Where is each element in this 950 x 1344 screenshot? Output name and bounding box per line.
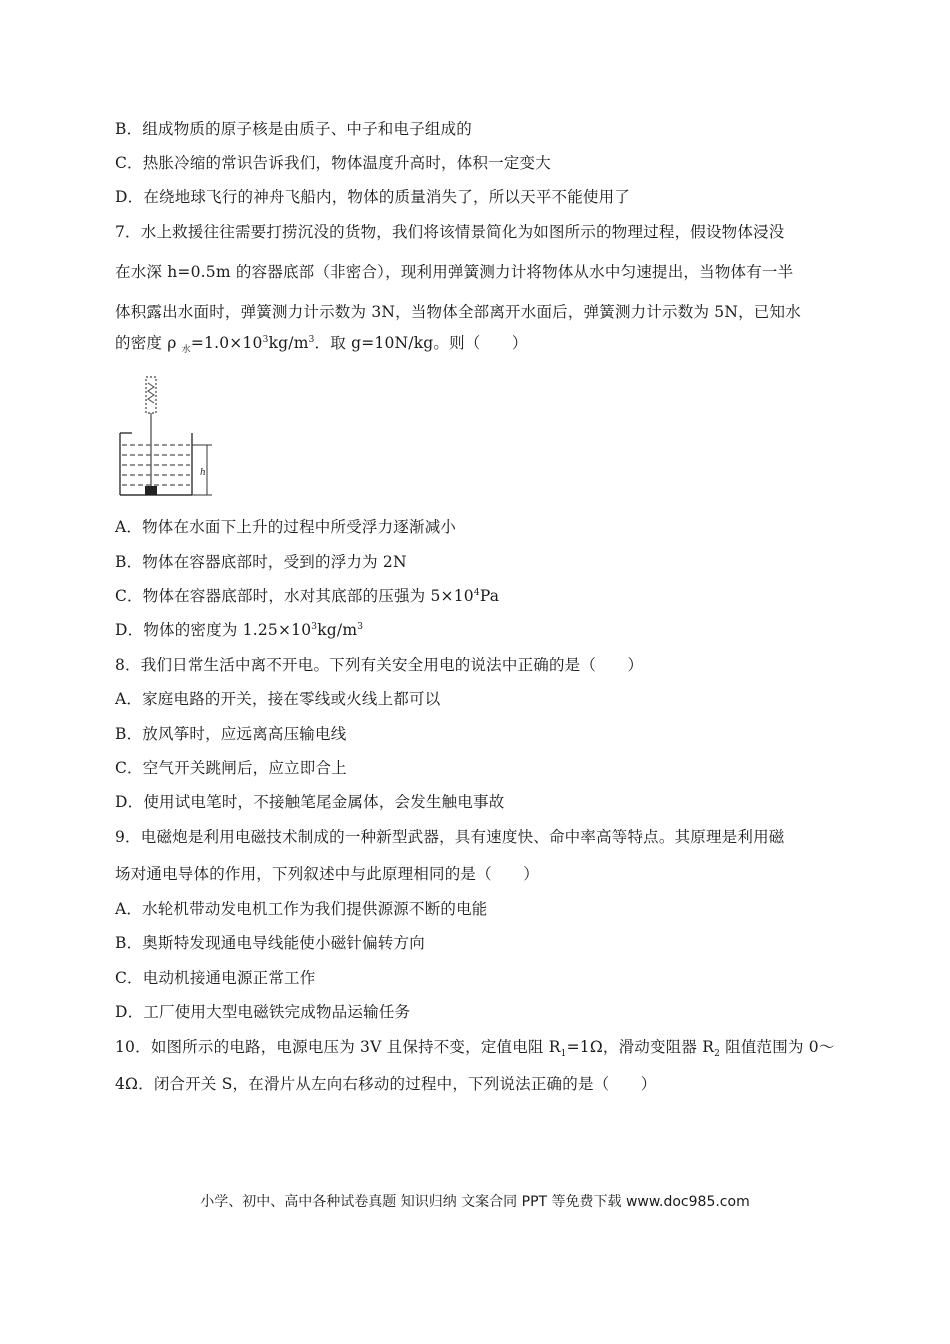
q8-option-c: C．空气开关跳闸后，应立即合上 (115, 759, 347, 777)
submerged-object-icon (145, 486, 157, 495)
q6-option-c: C．热胀冷缩的常识告诉我们，物体温度升高时，体积一定变大 (115, 154, 551, 172)
q9-option-a: A．水轮机带动发电机工作为我们提供源源不断的电能 (115, 900, 488, 918)
page-footer: 小学、初中、高中各种试卷真题 知识归纳 文案合同 PPT 等免费下载 www.doc985.com (200, 1194, 750, 1210)
q7-stem-line2: 在水深 h=0.5m 的容器底部（非密合），现利用弹簧测力计将物体从水中匀速提出，当物体有一半 (115, 263, 794, 281)
q9-option-c: C．电动机接通电源正常工作 (115, 969, 316, 987)
q10-stem-line1: 10．如图所示的电路，电源电压为 3V 且保持不变，定值电阻 $R_1=1\Omega$，滑动变阻器 $R_2$ 阻值范围为 0～ (115, 1038, 835, 1060)
q7-option-d: D．物体的密度为 $1.25\times 10^3kg/m^3$ (115, 621, 364, 639)
q7-stem-line1: 7．水上救援往往需要打捞沉没的货物，我们将该情景简化为如图所示的物理过程，假设物体浸没 (115, 223, 785, 241)
q9-option-b: B．奥斯特发现通电导线能使小磁针偏转方向 (115, 934, 425, 952)
q8-option-a: A．家庭电路的开关，接在零线或火线上都可以 (115, 690, 441, 708)
q6-option-d: D．在绕地球飞行的神舟飞船内，物体的质量消失了，所以天平不能使用了 (115, 188, 631, 206)
q10-stem-line2: 4Ω．闭合开关 S，在滑片从左向右移动的过程中，下列说法正确的是（ ） (115, 1075, 657, 1093)
q8-option-b: B．放风筝时，应远离高压输电线 (115, 725, 347, 743)
q6-option-b: B．组成物质的原子核是由质子、中子和电子组成的 (115, 120, 472, 138)
q7-stem-line4: 的密度 ρ $_水=1.0\times 10^3kg/m^3$．取 g=10N/kg。则（ ） (115, 334, 528, 356)
q7-option-c: C．物体在容器底部时，水对其底部的压强为 $5\times 10^4Pa$ (115, 587, 500, 605)
q7-option-b: B．物体在容器底部时，受到的浮力为 2N (115, 553, 407, 571)
q7-option-a: A．物体在水面下上升的过程中所受浮力逐渐减小 (115, 518, 457, 536)
q9-option-d: D．工厂使用大型电磁铁完成物品运输任务 (115, 1003, 411, 1021)
container-icon (120, 433, 192, 495)
q8-option-d: D．使用试电笔时，不接触笔尾金属体，会发生触电事故 (115, 793, 505, 811)
depth-label: h (200, 468, 206, 478)
q7-stem-line3: 体积露出水面时，弹簧测力计示数为 3N，当物体全部离开水面后，弹簧测力计示数为 5N，已知水 (115, 303, 801, 321)
q9-stem-line1: 9．电磁炮是利用电磁技术制成的一种新型武器，具有速度快、命中率高等特点。其原理是利用磁 (115, 828, 785, 846)
water-lines (122, 445, 190, 485)
q8-stem: 8．我们日常生活中离不开电。下列有关安全用电的说法中正确的是（ ） (115, 656, 644, 674)
spring-scale-icon (146, 377, 156, 487)
q9-stem-line2: 场对通电导体的作用，下列叙述中与此原理相同的是（ ） (115, 865, 539, 883)
q7-container-figure (112, 375, 222, 500)
